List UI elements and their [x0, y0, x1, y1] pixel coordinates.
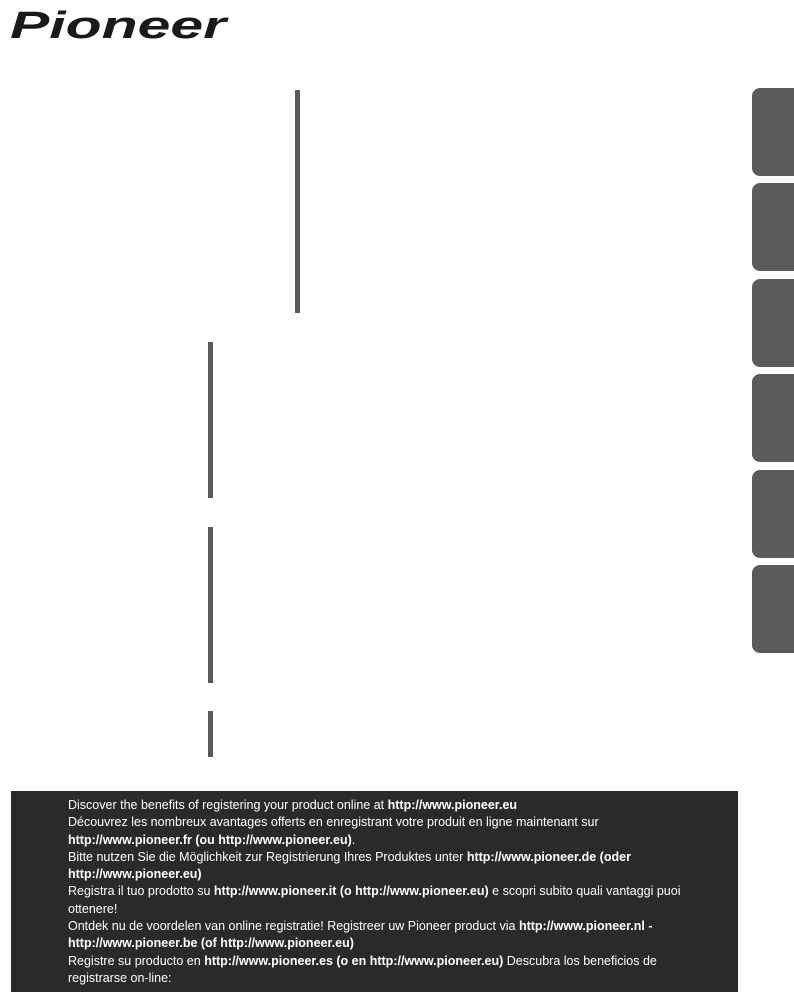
- section-divider-bar-1: [295, 90, 300, 313]
- registration-text: Descubra los beneficios de: [503, 953, 657, 968]
- language-tab-6[interactable]: [752, 565, 794, 653]
- registration-line: [68, 901, 718, 918]
- language-tab-2[interactable]: [752, 183, 794, 271]
- registration-text: registrarse on-line:: [68, 970, 172, 985]
- registration-banner: [11, 791, 738, 992]
- registration-url[interactable]: http://www.pioneer.eu: [387, 798, 518, 812]
- registration-line: [68, 953, 718, 970]
- registration-text: ottenere!: [68, 901, 118, 916]
- registration-text: Discover the benefits of registering your product online at: [68, 798, 388, 812]
- pioneer-logo-text: Pioneer: [10, 8, 230, 44]
- registration-url[interactable]: http://www.pioneer.nl -: [518, 919, 653, 934]
- registration-line: [68, 866, 718, 883]
- registration-text: Bitte nutzen Sie die Möglichkeit zur Registrierung Ihres Produktes unter: [68, 849, 467, 864]
- registration-text: Registra il tuo prodotto su: [68, 884, 214, 899]
- registration-text: Découvrez les nombreux avantages offerts en enregistrant votre produit en ligne maintenant sur: [68, 815, 599, 830]
- registration-line: [68, 935, 718, 952]
- registration-url[interactable]: http://www.pioneer.es (o en http://www.pioneer.eu): [204, 953, 504, 968]
- registration-line: [68, 832, 718, 849]
- language-tab-1[interactable]: [752, 88, 794, 176]
- registration-line: [68, 797, 718, 814]
- registration-line: [68, 849, 718, 866]
- registration-text: .: [351, 832, 356, 847]
- registration-line: [68, 970, 718, 987]
- registration-line: [68, 918, 718, 935]
- registration-line: [68, 814, 718, 831]
- section-divider-bar-4: [208, 711, 213, 757]
- language-tab-5[interactable]: [752, 470, 794, 558]
- language-tab-3[interactable]: [752, 279, 794, 367]
- registration-text: Registre su producto en: [68, 953, 205, 968]
- section-divider-bar-3: [208, 527, 213, 683]
- registration-line: [68, 883, 718, 900]
- pioneer-logo: [8, 8, 230, 44]
- registration-url[interactable]: http://www.pioneer.fr (ou http://www.pioneer.eu): [68, 832, 352, 847]
- registration-url[interactable]: http://www.pioneer.eu): [68, 867, 202, 882]
- section-divider-bar-2: [208, 342, 213, 498]
- registration-url[interactable]: http://www.pioneer.it (o http://www.pioneer.eu): [213, 884, 489, 899]
- language-tab-4[interactable]: [752, 374, 794, 462]
- registration-text: e scopri subito quali vantaggi puoi: [488, 884, 681, 899]
- registration-url[interactable]: http://www.pioneer.be (of http://www.pioneer.eu): [68, 936, 354, 951]
- registration-text: Ontdek nu de voordelen van online registratie! Registreer uw Pioneer product via: [68, 919, 519, 934]
- registration-url[interactable]: http://www.pioneer.de (oder: [466, 849, 631, 864]
